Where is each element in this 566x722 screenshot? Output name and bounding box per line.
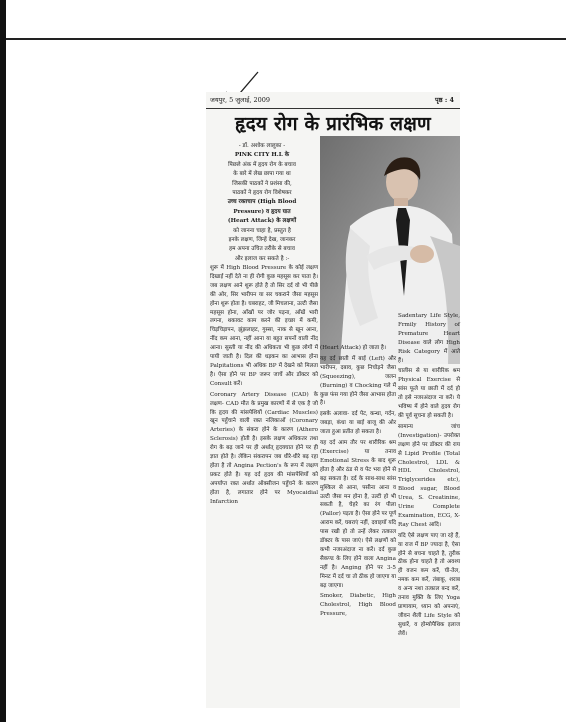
page-top-margin [0, 0, 566, 38]
page-number: पृष्ठ : 4 [435, 96, 454, 104]
intro-line: (Heart Attack) के लक्षणों [227, 218, 297, 225]
paragraph: (Heart Attack) हो जाता है। [320, 345, 386, 351]
column-middle [320, 344, 396, 621]
intro-line: के बारे में लेख छापा गया था [233, 171, 291, 178]
column-left [210, 264, 318, 508]
intro-line: और इलाज कर सकते है :- [234, 255, 290, 262]
page-top-edge [0, 38, 566, 40]
newspaper-clipping [206, 92, 460, 708]
paragraph: सामान्य जांच (Investigation)- उपरोक्त लक्षण होने पर डॉक्टर की राय से Lipid Profile (Total Cholestrol, LDL & HDL Cholestrol, Triglycerides etc), Blood sugar, Blood Urea, S. Creatinine, Urine Complete Examination, ECG, X-Ray Chest आदि। [398, 423, 460, 528]
paragraph: चालीस से या शारीरिक श्रम Physical Exercise से सांस फूले या छाती में दर्द हो तो इसे नजरअंदाज ना करें। ये भविष्य में होने वाले हृदय रोग की पूर्व सूचना हो सकती है। [398, 368, 460, 419]
paragraph: यह दर्द छाती में बाई (Left) और भारीपन, दबाव, कुछ निचोड़ने जैसा (Squeezing), जलन (Burning) व Chocking गले में कुछ फंस गया होने जैसा आभास होता है। [320, 355, 396, 407]
intro-line: पाठकों ने हृदय रोग विशेषकर [232, 190, 292, 197]
intro-line: जिसकी पाठकों ने प्रशंसा की, [232, 180, 292, 187]
intro-line: Pressure) व हृदय घात [233, 208, 291, 215]
page-left-edge [0, 0, 6, 722]
paragraph: इसके अलावा- दर्द पेट, कन्धा, गर्दन, जबड़ा, कंधा या बाई बाजू की ओर जाता हुआ प्रतीत हो सकता है। [320, 411, 396, 436]
clipping-header [206, 92, 460, 109]
intro-line: उच्च रक्तचाप (High Blood [227, 199, 297, 206]
article-headline: हृदय रोग के प्रारंभिक लक्षण [234, 113, 431, 135]
intro-line: इनके लक्षण, जिन्हें देख, जानकर [228, 237, 296, 244]
intro-line: को जानना चाहा है, प्रस्तुत है [233, 227, 291, 234]
paragraph: Coronary Artery Disease (CAD) के लक्षण- CAD मौत के प्रमुख कारणों में से एक है जो कि हृदय की मांसपेशियों (Cardiac Muscles) खून पहुँचाने वाली रक्त नलिकाओं (Coronary Arteries) के संकरा होने के कारण (Athero Sclerosis) होती है। इसके लक्षण अधिकतर तथा रोग के बढ़ जाने पर ही अर्थात् हृदयघात होने पर ही ज्ञात होते है। लेकिन संकरापन जब धीरे-धीरे बढ़ रहा होता है तो Angina Pection's के रूप में लक्षण प्रकट होते है। यह दर्द हृदय की मांसपेशियों को अपर्याप्त रक्त अर्थात ऑक्सीजन पहुँचने के कारण होता है, लगातार होने पर Myocaidial Infarction [210, 391, 318, 505]
intro-box [208, 142, 316, 264]
paragraph: शुरू में High Blood Pressure के कोई लक्षण दिखाई नहीं देते ना ही रोगी कुछ महसूस कर पाता है। जब लक्षण आने शुरू होते है तो सिर दर्द वो भी पीछे की ओर, सिर भारीपन या सर चकराने जैसा महसूस होना शुरू होता है। घबराहट, जी मिचलाना, उल्टी जैसा महसूस होना, आँखों पर जोर पड़ना, आँखें भारी लगना, थकावट काम करने की इच्छा में कमी, चिड़चिड़ापन, झुंझलाहट, गुस्सा, नाक से खून आना, नींद कम आना, नहीं आना या बहुत सपनों वाली नींद आना। सुस्ती या नींद की अधिकता भी कुछ लोगों में पायी जाती है। दिल की धड़कन का आभास होना Palpitations भी अधिक BP में देखने को मिलता है। ऐसा होने पर BP जरूर जाचें और डॉक्टर को Consult करें। [210, 265, 318, 387]
paragraph: यह दर्द आम तौर पर शारीरिक श्रम (Exercise) या तनाव Emotional Stress के बाद शुरू होता है और ठंड से व पेट भरा होने से बढ़ सकता है। दर्द के साथ-साथ सांस मुश्किल से आना, पसीना आना व उल्टी जैसा मन होना है, उल्टी हो भी सकती है, चेहरे का रंग पीला (Pallor) पड़ता है। ऐसा होने पर पूर्ण आराम करें, घबराएं नहीं, दवाइयाँ यदि पास रखी हो तो उन्हें लेकर तत्काल डॉक्टर के पास जाएं। ऐसे लक्षणों को कभी नजरअंदाज ना करें। दर्द कुछ सैकण्ड के लिए होने वाला Angina नहीं है। Anging होने पर 3-5 मिनट में दर्द चा तो ठीक हो जाएगा या बढ़ जाएगा। [320, 440, 396, 589]
intro-line: पिछले अंक में हृदय रोग के बचाव [228, 161, 296, 168]
issue-date: जयपुर, 5 जुलाई, 2009 [210, 96, 271, 104]
intro-line: PINK CITY H.L के [234, 152, 290, 159]
author-line: - डॉ. अशोक लालुका - [238, 143, 286, 149]
paragraph: यदि ऐसे लक्षण पाए जा रहे हैं, या राज में BP ज्यादा है, ऐसा होने से बचना चाहते है, तुरीक ठीक होना चाहते है तो अवश्य ही वजन कम करें, घी-तेल, नमक कम करें, तंबाकू, शराब व अन्य नशा तत्काल बन्द करें, तनाव मुक्ति के लिए Yoga प्राणायाम, ध्यान को अपनाएं, जीवन शैली Life Style को सुधारें, व होम्योपैथिक इलाज लेवें। [398, 532, 460, 637]
intro-line: हम अपना उचित तरीके से बचाव [229, 246, 295, 253]
paragraph: Sadentary Life Style, Frmily History of Premature Heart Disease वाले लोग High Risk Category में आते हैं। [398, 313, 460, 364]
paragraph: Smoker, Diabetic, High Cholestrol, High Blood Pressure, [320, 593, 396, 618]
column-right [398, 312, 460, 641]
